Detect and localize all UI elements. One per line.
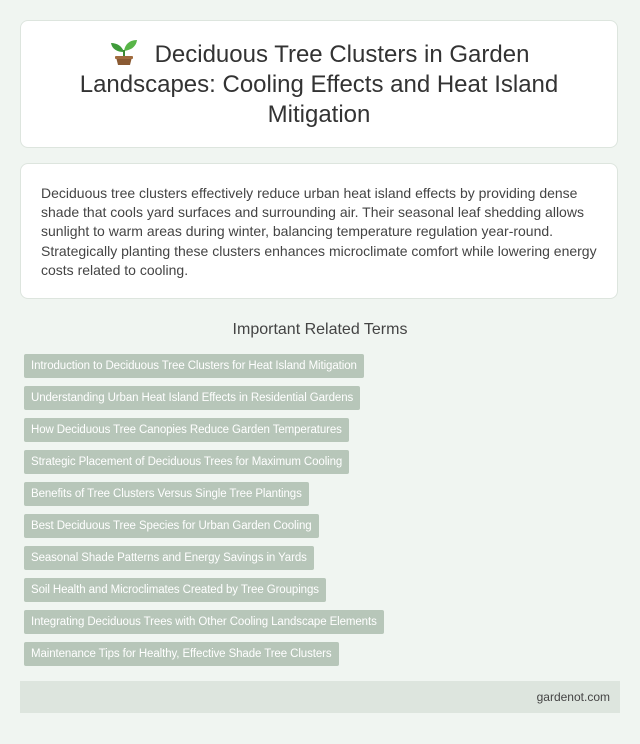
term-tag[interactable]: Introduction to Deciduous Tree Clusters for Heat Island Mitigation — [24, 354, 364, 378]
term-item — [24, 514, 384, 538]
term-tag[interactable]: Benefits of Tree Clusters Versus Single Tree Plantings — [24, 482, 309, 506]
term-item — [24, 642, 384, 666]
intro-card — [20, 163, 618, 299]
term-tag[interactable]: Seasonal Shade Patterns and Energy Savings in Yards — [24, 546, 314, 570]
footer-site-link[interactable]: gardenot.com — [536, 690, 610, 704]
sprout-icon — [109, 38, 139, 66]
term-item — [24, 386, 384, 410]
page-title-text: Deciduous Tree Clusters in Garden Landscapes: Cooling Effects and Heat Island Mitigation — [79, 41, 559, 128]
term-tag[interactable]: How Deciduous Tree Canopies Reduce Garden Temperatures — [24, 418, 349, 442]
term-tag[interactable]: Strategic Placement of Deciduous Trees for Maximum Cooling — [24, 450, 349, 474]
term-item — [24, 450, 384, 474]
related-terms-heading: Important Related Terms — [232, 321, 408, 338]
page-title — [61, 38, 577, 130]
term-tag[interactable]: Best Deciduous Tree Species for Urban Garden Cooling — [24, 514, 319, 538]
term-item — [24, 354, 384, 378]
title-card — [20, 20, 618, 148]
term-item — [24, 578, 384, 602]
term-tag[interactable]: Integrating Deciduous Trees with Other Cooling Landscape Elements — [24, 610, 384, 634]
term-item — [24, 610, 384, 634]
term-tag[interactable]: Understanding Urban Heat Island Effects in Residential Gardens — [24, 386, 360, 410]
related-terms-list — [24, 354, 384, 674]
term-item — [24, 482, 384, 506]
term-item — [24, 418, 384, 442]
intro-text: Deciduous tree clusters effectively reduce urban heat island effects by providing dense shade that cools yard surfaces and surrounding air. Their seasonal leaf shedding allows sunlight to warm areas during winter, balancing temperature regulation year-round. Strategically planting these clusters enhances microclimate comfort while lowering energy costs related to cooling. — [41, 185, 597, 278]
term-tag[interactable]: Maintenance Tips for Healthy, Effective Shade Tree Clusters — [24, 642, 339, 666]
term-item — [24, 546, 384, 570]
footer — [20, 681, 620, 713]
term-tag[interactable]: Soil Health and Microclimates Created by Tree Groupings — [24, 578, 326, 602]
